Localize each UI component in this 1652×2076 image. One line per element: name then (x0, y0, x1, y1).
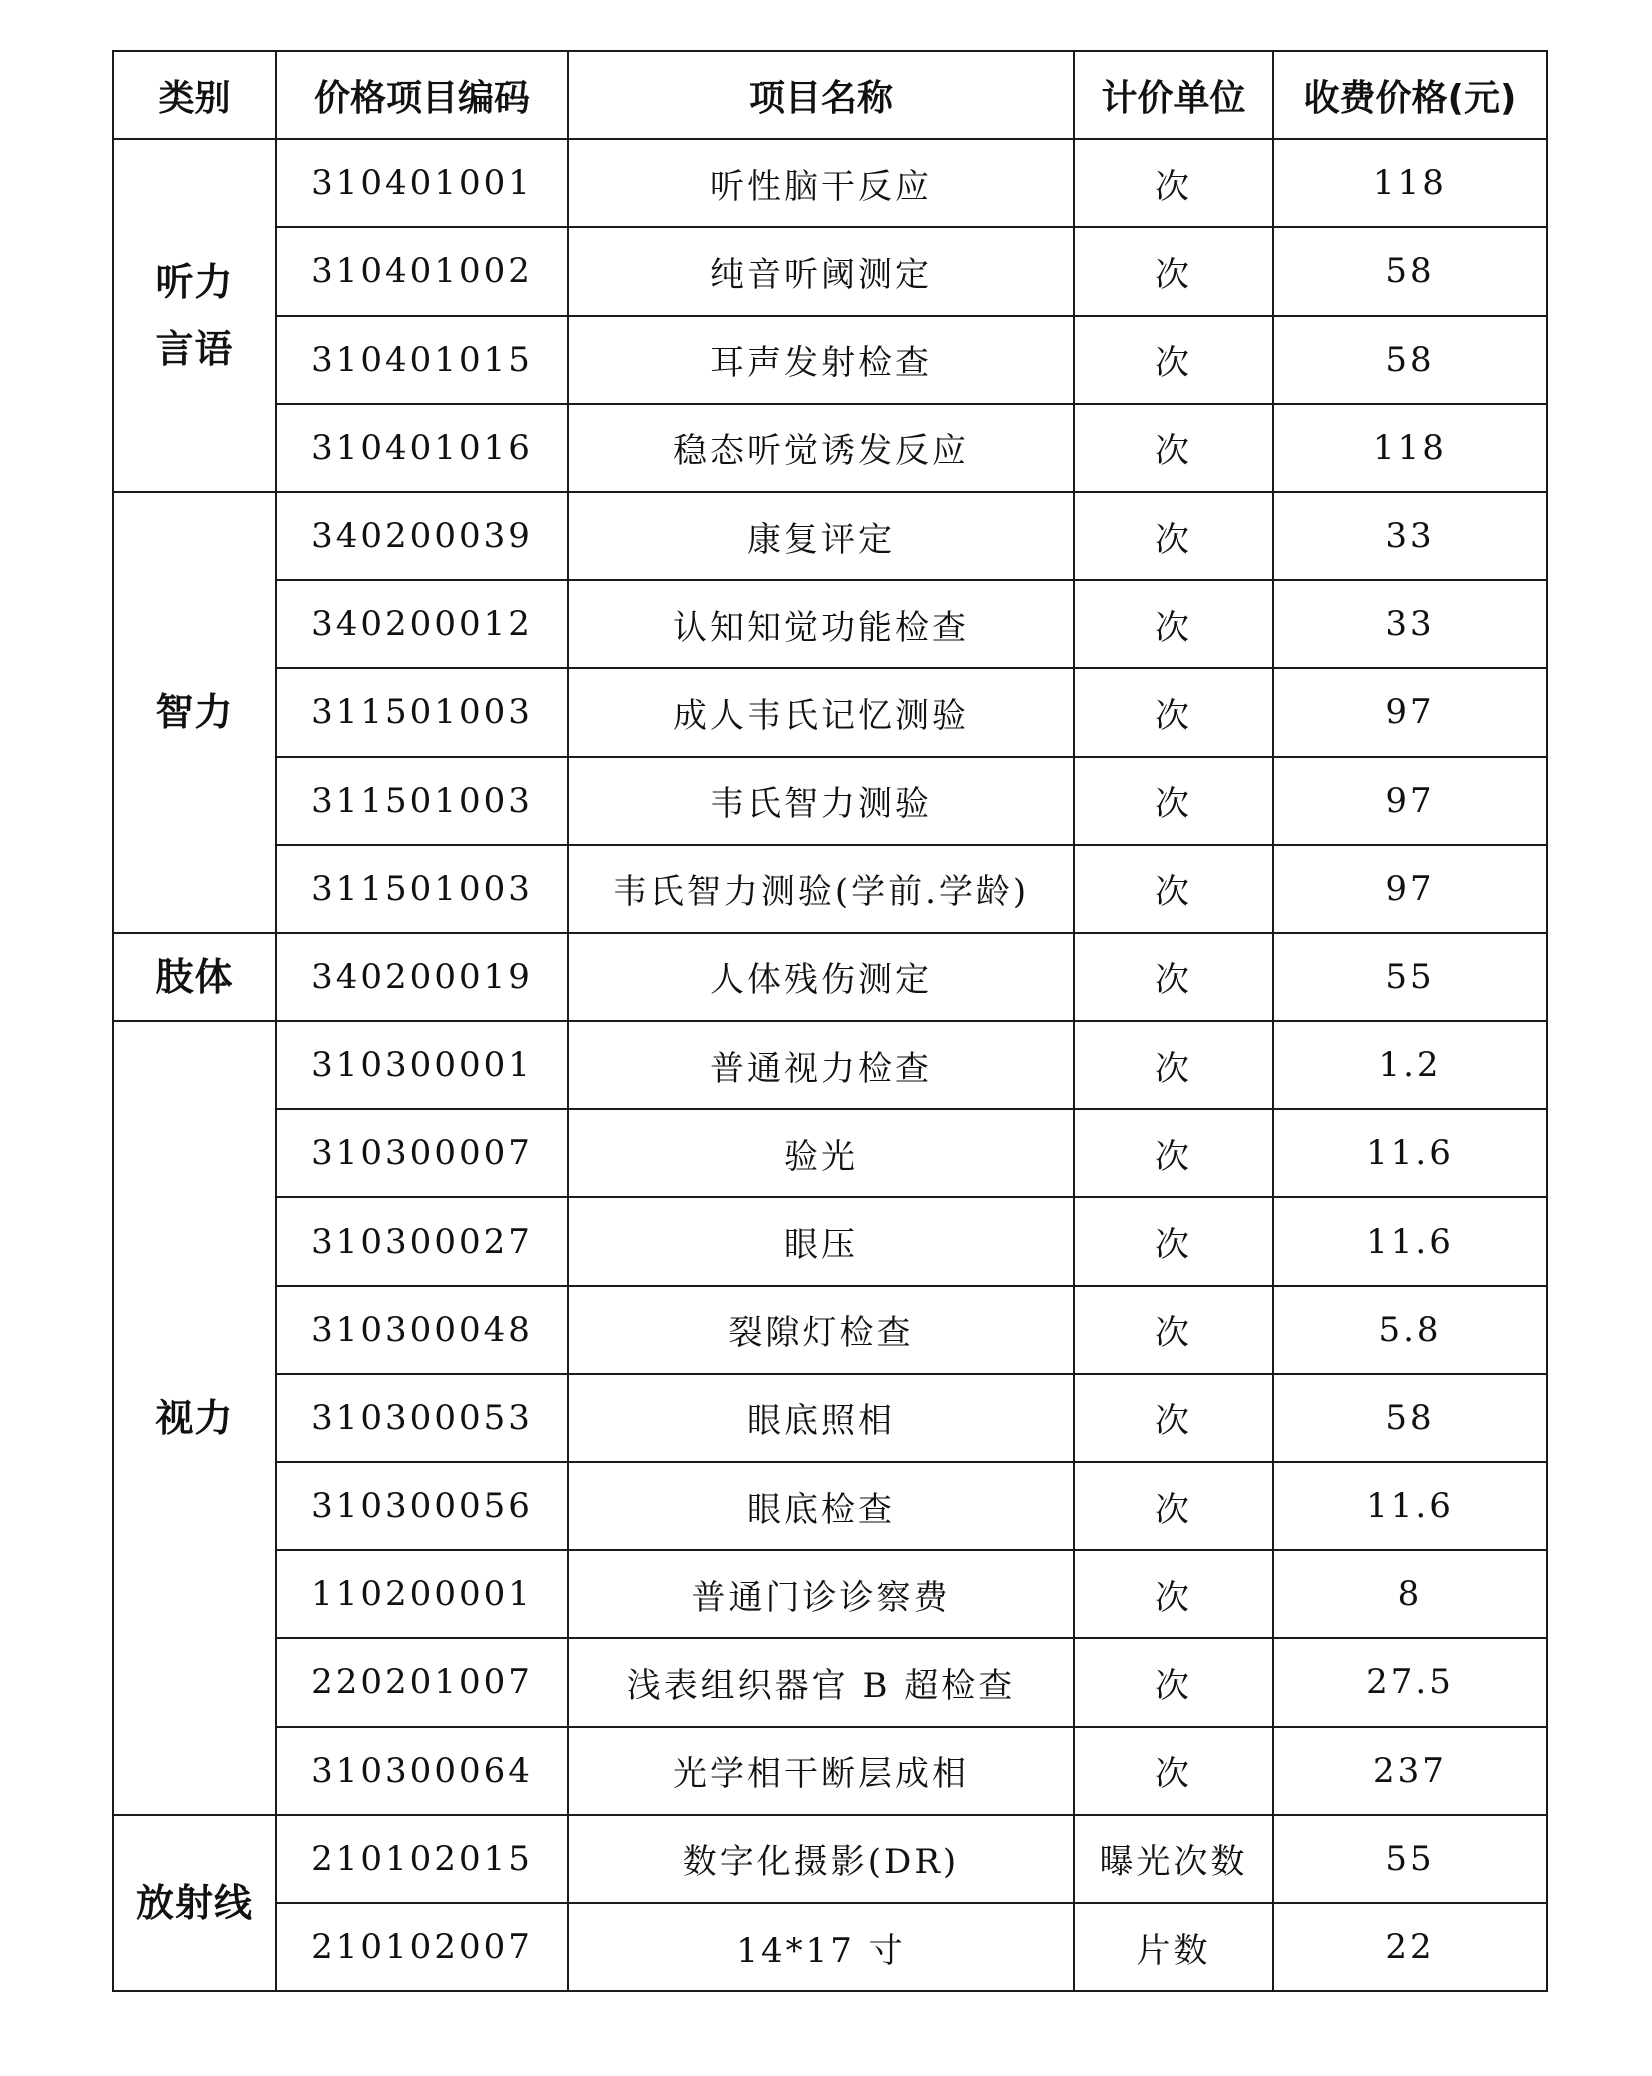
category-cell (113, 1815, 276, 1991)
unit-cell: 次 (1074, 316, 1273, 404)
price-cell: 58 (1273, 1374, 1547, 1462)
table-row (113, 1815, 1547, 1903)
unit-cell: 片数 (1074, 1903, 1273, 1991)
price-cell: 97 (1273, 757, 1547, 845)
table-row (113, 1286, 1547, 1374)
unit-cell: 次 (1074, 580, 1273, 668)
unit-cell: 次 (1074, 1462, 1273, 1550)
unit-cell: 次 (1074, 1727, 1273, 1815)
name-cell: 普通门诊诊察费 (568, 1550, 1074, 1638)
name-cell: 韦氏智力测验 (568, 757, 1074, 845)
code-cell: 310300027 (276, 1197, 568, 1285)
name-cell: 成人韦氏记忆测验 (568, 668, 1074, 756)
code-cell: 311501003 (276, 757, 568, 845)
unit-cell: 次 (1074, 845, 1273, 933)
table-row (113, 139, 1547, 227)
price-cell: 118 (1273, 404, 1547, 492)
category-label: 肢体 (155, 954, 234, 999)
price-cell: 33 (1273, 492, 1547, 580)
unit-cell: 次 (1074, 139, 1273, 227)
name-cell: 眼底照相 (568, 1374, 1074, 1462)
unit-cell: 次 (1074, 1374, 1273, 1462)
unit-cell: 次 (1074, 1550, 1273, 1638)
name-cell: 数字化摄影(DR) (568, 1815, 1074, 1903)
table-row (113, 1109, 1547, 1197)
table-row (113, 404, 1547, 492)
header-price: 收费价格(元) (1273, 51, 1547, 139)
code-cell: 210102007 (276, 1903, 568, 1991)
code-cell: 310401015 (276, 316, 568, 404)
table-row (113, 1197, 1547, 1285)
header-category: 类别 (113, 51, 276, 139)
code-cell: 220201007 (276, 1638, 568, 1726)
table-row (113, 1638, 1547, 1726)
category-cell (113, 139, 276, 492)
name-cell: 普通视力检查 (568, 1021, 1074, 1109)
table-row (113, 1903, 1547, 1991)
code-cell: 310300053 (276, 1374, 568, 1462)
table-row (113, 580, 1547, 668)
code-cell: 210102015 (276, 1815, 568, 1903)
price-cell: 22 (1273, 1903, 1547, 1991)
header-name: 项目名称 (568, 51, 1074, 139)
name-cell: 浅表组织器官 B 超检查 (568, 1638, 1074, 1726)
price-cell: 27.5 (1273, 1638, 1547, 1726)
table-row (113, 1550, 1547, 1638)
table-row (113, 227, 1547, 315)
code-cell: 310300001 (276, 1021, 568, 1109)
name-cell: 认知知觉功能检查 (568, 580, 1074, 668)
table-row (113, 933, 1547, 1021)
name-cell: 韦氏智力测验(学前.学龄) (568, 845, 1074, 933)
code-cell: 311501003 (276, 845, 568, 933)
table-row (113, 1727, 1547, 1815)
category-label: 智力 (155, 690, 234, 735)
price-cell: 11.6 (1273, 1462, 1547, 1550)
code-cell: 310300007 (276, 1109, 568, 1197)
unit-cell: 次 (1074, 492, 1273, 580)
name-cell: 眼压 (568, 1197, 1074, 1285)
name-cell: 14*17 寸 (568, 1903, 1074, 1991)
unit-cell: 次 (1074, 668, 1273, 756)
price-cell: 118 (1273, 139, 1547, 227)
price-cell: 97 (1273, 845, 1547, 933)
unit-cell: 次 (1074, 1286, 1273, 1374)
code-cell: 311501003 (276, 668, 568, 756)
category-label: 放射线 (135, 1880, 253, 1925)
price-cell: 8 (1273, 1550, 1547, 1638)
name-cell: 耳声发射检查 (568, 316, 1074, 404)
code-cell: 340200012 (276, 580, 568, 668)
name-cell: 康复评定 (568, 492, 1074, 580)
code-cell: 110200001 (276, 1550, 568, 1638)
category-label: 听力 (155, 260, 234, 305)
table-row (113, 316, 1547, 404)
name-cell: 验光 (568, 1109, 1074, 1197)
name-cell: 人体残伤测定 (568, 933, 1074, 1021)
table-row (113, 757, 1547, 845)
unit-cell: 次 (1074, 757, 1273, 845)
table-row (113, 492, 1547, 580)
header-unit: 计价单位 (1074, 51, 1273, 139)
price-cell: 1.2 (1273, 1021, 1547, 1109)
unit-cell: 次 (1074, 1638, 1273, 1726)
unit-cell: 次 (1074, 227, 1273, 315)
price-sheet (112, 50, 1546, 1996)
table-row (113, 668, 1547, 756)
table-row (113, 1021, 1547, 1109)
name-cell: 听性脑干反应 (568, 139, 1074, 227)
code-cell: 310300048 (276, 1286, 568, 1374)
price-cell: 97 (1273, 668, 1547, 756)
table-body (113, 139, 1547, 1991)
unit-cell: 次 (1074, 1109, 1273, 1197)
name-cell: 眼底检查 (568, 1462, 1074, 1550)
unit-cell: 次 (1074, 404, 1273, 492)
code-cell: 310401002 (276, 227, 568, 315)
code-cell: 310401016 (276, 404, 568, 492)
code-cell: 310300064 (276, 1727, 568, 1815)
table-row (113, 845, 1547, 933)
code-cell: 340200039 (276, 492, 568, 580)
category-label: 言语 (155, 326, 234, 371)
price-cell: 5.8 (1273, 1286, 1547, 1374)
code-cell: 340200019 (276, 933, 568, 1021)
price-cell: 11.6 (1273, 1109, 1547, 1197)
code-cell: 310401001 (276, 139, 568, 227)
category-cell (113, 1021, 276, 1815)
price-table (112, 50, 1548, 1992)
unit-cell: 次 (1074, 1197, 1273, 1285)
name-cell: 光学相干断层成相 (568, 1727, 1074, 1815)
price-cell: 237 (1273, 1727, 1547, 1815)
name-cell: 纯音听阈测定 (568, 227, 1074, 315)
category-cell (113, 933, 276, 1021)
name-cell: 稳态听觉诱发反应 (568, 404, 1074, 492)
price-cell: 33 (1273, 580, 1547, 668)
price-cell: 58 (1273, 316, 1547, 404)
price-cell: 58 (1273, 227, 1547, 315)
table-row (113, 1374, 1547, 1462)
name-cell: 裂隙灯检查 (568, 1286, 1074, 1374)
header-code: 价格项目编码 (276, 51, 568, 139)
category-label: 视力 (155, 1395, 234, 1440)
unit-cell: 次 (1074, 933, 1273, 1021)
unit-cell: 曝光次数 (1074, 1815, 1273, 1903)
unit-cell: 次 (1074, 1021, 1273, 1109)
table-row (113, 1462, 1547, 1550)
code-cell: 310300056 (276, 1462, 568, 1550)
price-cell: 55 (1273, 1815, 1547, 1903)
price-cell: 55 (1273, 933, 1547, 1021)
price-cell: 11.6 (1273, 1197, 1547, 1285)
category-cell (113, 492, 276, 933)
header-row (113, 51, 1547, 139)
